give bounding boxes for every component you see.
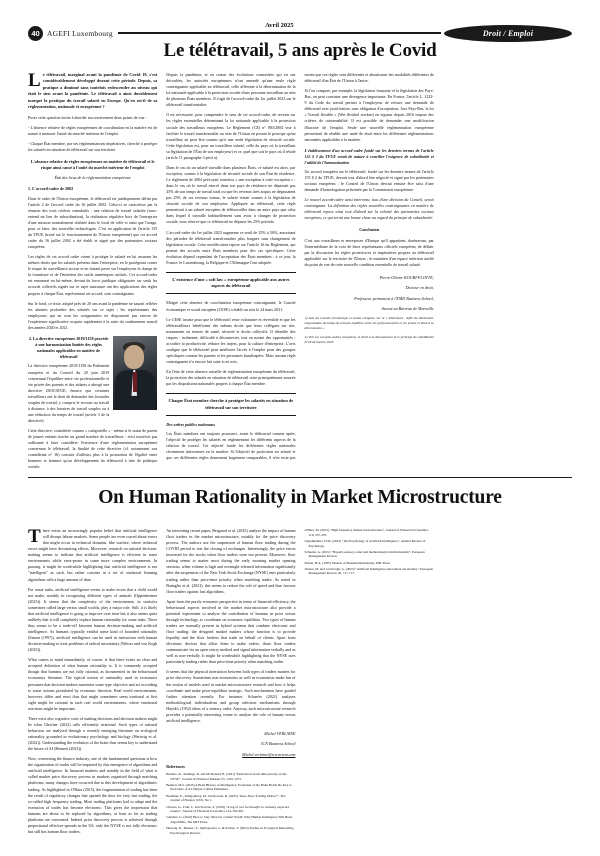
article1-p21: C'est aux travailleurs et entreprises d'Europe qu'il appartient, dorénavant, par l'intermédiaire de la voix de leurs représentants officiels européens, de définir par la discussion les règles protectrices et impératives propres au télétravail applicable sur le territoire de l'Union ; le maintien d'un espace intérieur unifié du point de vue de cette nouvelle condition essentielle de travail salarié. <box>304 237 434 267</box>
masthead-rule <box>118 22 441 33</box>
article1-p11: Il est nécessaire, pour comprendre le sens de cet accord-cadre, de revenir sur les règles essentielles déterminant la loi nationale applicable à la protection sociale des travailleurs européens. Le Règlement (CE) n° 883/2004 vise à faciliter le travail transfrontalier au sein de l'Union en posant le principe qu'un travailleur ne peut être soumis qu'à une seule législation de sécurité sociale. Cette législation est, pour un travailleur salarié, celle du pays où la travaillant sa législation de l'État de son employeur) et ce, quel que soit le pays où il réside (article 11 paragraphe 3 petit a). <box>166 112 296 160</box>
article1-p10: Depuis la pandémie, et en raison des évolutions contrastées qui en ont découlées, les autorités européennes n'ont amendé qu'une seule règle contraignante applicable au télétravail, celle afférente à la détermination de la loi nationale applicable à la protection sociale d'une personne travaillant au sein de plusieurs États membres. Il s'agit de l'accord-cadre du 1er juillet 2023 sur le télétravail transfrontalier. <box>166 72 296 108</box>
article2-headline: On Human Rationality in Market Microstructure <box>98 487 502 508</box>
article-divider-rule <box>28 477 572 478</box>
article2-lead-paragraph <box>28 528 157 583</box>
article1-dropcap: L <box>28 70 41 91</box>
article2-p2: What comes to mind immediately, of course, is that there exists no clear and accepted definition of what human rationality is. It is commonly accepted though that humans are not fully rational, as documented in the behavioural economics literature. The typical notion of rationality used in economics presumes that decision makers maximise some type objective and act according to some axioms postulated by economic theorists. Real world environments, however, differ and react thus that might sometimes seem irrational at first sight might be rational in such real world environments, where emotional reactions might be important. <box>28 657 158 711</box>
article1-conclusion-head: Conclusion <box>359 227 380 233</box>
article1-lead-paragraph <box>28 72 157 111</box>
article2-p3: There exist also cognitive costs of making decisions and decision makers might be what Gleicher (2022) calls efficiently irrational. Such types of rational behaviour are analysed through a recently emerging literature on ecological rationality grounded in evolutionary psychology and biology (Hertwig et al. (2022)). Understanding the evolution of the brain thus seems key to understand the future of AI (Bennett (2023)). <box>28 715 158 752</box>
article1-p14: Malgré cette absence de coordination européenne contraignante, le Comité économique et social européen (CESE) a établi un avis le 24 mars 2021. <box>166 300 296 312</box>
article1-footnote-1: 1) Avis du Comité économique et social européen sur le « télétravail : défis du télétravail, organisation du temps de travail, équilibre entre vie professionnelle et vie privée et droit à la déconnexion » <box>304 316 434 331</box>
article1-p9: Cette directive, considérée comme « catégorielle » - même si le statut de parent de jeunes enfants touche un grand nombre de travailleurs - n'est toutefois pas suffisante à faire considérer l'existence d'une réglementation européenne concernant le télétravail, la finalité de cette directive (cf. notamment son considérant n° 16) consiste d'ailleurs plus à la promotion de l'égalité entre hommes et femmes qu'au développement du télétravail à titre de politique sociale. <box>28 428 158 470</box>
reference-item: Oppenheimer, D.M. (2023) "The Psychology of Artificial Intelligence", Annual Review of Psychology. <box>304 538 426 548</box>
article1-p17: Les États membres ont toujours poursuivi, avant le télétravail comme après, l'objectif de protéger les salariés en réglementant les différents aspects de la relation de travail. Cet objectif fonde les différentes règles nationales récemment intervenues en la matière. Si l'objectif de protection est attesté et que ces différentes règles demeurent largement comparables, il n'en reste pas moins que ces règles sont différentes et aboutissent des modalités différentes de télétravail d'un État de l'Union à l'autre. <box>166 72 434 461</box>
reference-item: Simon, H.A. (1997) Models of Bounded Rationality, MIT Press. <box>304 560 391 565</box>
section-label: Droit / Emploi <box>482 28 534 38</box>
article1-p13: L'accord-cadre du 1er juillet 2023 augmente ce seuil de 25% à 50%, autorisant des périodes de télétravail transfrontalier plus longues sans changement de législation sociale. Cette modification repose sur l'article 16 du Règlement, qui permet des accords entre États membres pour des cas spécifiques. Cette évolution dépend cependant de l'acceptation des États membres ; à ce jour, la France, le Luxembourg, la Belgique et l'Allemagne l'ont adoptée. <box>166 229 296 265</box>
article2-p4: Now, concerning the finance industry, one of the fundamental questions is how the organization of trades will be impacted by this emergence of algorithms and artificial intelligence. In financial markets and notably in the field of what is called market price discovery process in markets organised through matching platforms, many changes have occurred due to this development of algorithmic trading. As highlighted in O'Hara (2015), the fragmentation of trading has been the result of regulatory changes that opened the door for very fast trading, the so-called high frequency trading. Most trading platforms had to adapt and the execution of trades has become electronic. This gives the impression that humans are about to be replaced by algorithms, at least as far as trading platforms are concerned. Indeed, prior discovery process is achieved through proportional effective spreads in the US, only the NYSE is not fully electronic but still has human floor traders. <box>28 756 158 834</box>
article1-p6: Les règles de cet accord cadre visent à protéger le salarié en lui assurant les mêmes droits que les salariés présents dans l'entreprise, en le protégeant contre le risque de surveillance accrue et en faisant peser sur l'employeur la charge de la fourniture et de l'entretien des outils numériques utilisés. Cet accord-cadre est renommé en lui-même, devant de force juridique obligatoire car seuls les accords collectifs signés sur ce sujet naissance ont des applications des règles propres à chaque État, représentant cet accord, sont contraignants. <box>28 254 158 296</box>
reference-item: Weiser, M. and von Krogh, G. (2023) "Artificial Intelligence and radical uncertainty", European Management Review 20, 711-717. <box>304 566 434 576</box>
reference-item: Gleicher, G. (2022) How to Stay Smart in a Smart World: Why Human Intelligence Still Beats Algorithms, The MIT Press. <box>166 815 293 825</box>
article2-p7: It seems that the physical interaction between both types of traders matters for price discovery. Sometimes non-economists as well as economists make fun of the notion of models used in market microstructure research and how it helps coordinate and make price-equilibria strategic. Such mechanisms have guided further attention recently. For instance, Schaefer (2021) analyses methodological individualism and group selection mechanisms through Hayek's (1952) ideas of a sensory order. Anyway, such microstructure research provides a potentially interesting venue to analyse the role of human versus artificial intelligence. <box>166 669 296 723</box>
article1-p8: La directive européenne 2019/1158 du Parlement européen et du Conseil du 20 juin 2019 concernant l'équilibre entre vie professionnelle et vie privée des parents et des aidants a abrogé une directive 2010/18/UE, énonce que certaines travailleurs ont le droit de demander des formules souples de travail, y compris le recours au travail à distance, à des horaires de travail souples ou à une réduction du temps de travail (article 3 de la directive). <box>28 363 110 424</box>
reference-item: Hertwig, R., Pleskac, T., Spiliopoulos, L. & Pachur, T. (2022) Studies in Ecological Rationality, Psychological Review. <box>166 826 295 835</box>
article1-headline: Le télétravail, 5 ans après le Covid <box>163 40 437 61</box>
article1-footnote-2: 2) Voir les accords-cadres européens, le droit à la déconnexion et le principe de subsidiarité in Droit Social, 2023. <box>304 335 434 345</box>
reference-item: Battalio, R., Jennings, R. and McDonald, B. (2021) "Derivatives from time priority on the NYSE", Journal of Financial Markets 55, 1245-1275. <box>166 771 287 781</box>
article1-p15: Le CESE insiste pour que le télétravail reste volontaire et réversible et que les télétravailleurs bénéficient des mêmes droits que leurs collègues sur site, notamment en termes de santé, sécurité et droits collectifs. Il identifie des risques : isolement, difficulté à déconnecter, tout en notant des opportunités : accroître la productivité, réduire les trajets, pour la culture d'entreprise. L'avis souligne que le télétravail peut améliorer l'accès à l'emploi pour des groupes spécifiques comme les parents et les personnes handicapées. Mais aucune règle contraignante n'a encore fait suite à cet avis. <box>166 316 296 365</box>
article2-author-name: Michel VERLAINE <box>264 730 296 736</box>
page-number-badge: 40 <box>28 26 43 41</box>
article1-pullquote-2: Chaque État membre cherche à protéger les salariés en situation de télétravail sur son territoire <box>166 393 295 416</box>
article1-subhead-5: L'établissement d'un accord-cadre fondé sur les derniers termes de l'article 155 § 2 du TFUE serait de nature à concilier l'exigence de subsidiarité et l'utilité de l'harmonisation <box>304 147 434 165</box>
issue-date: Avril 2025 <box>259 22 300 29</box>
article1-body <box>28 72 572 472</box>
article2-dropcap: T <box>28 526 41 547</box>
article2-references-head: References <box>166 763 185 769</box>
article1-pullquote-1: L'existence d'une « soft law » européenne applicable aux autres aspects du télétravail <box>166 272 295 295</box>
reference-item: O'Hara, M. (2015) "High frequency market microstructure", Journal of Financial Economics 116, 257-270. <box>304 528 429 537</box>
reference-item: Boehmer, E., Klingenberg, M. and Roesch, D. (2025) "Does Floor Trading Matter?", The Journal of Finance XXX, No 1. <box>166 793 286 803</box>
article2-lead-text: here exists an increasingly popular belief that artificial intelligence will disrupt labour markets. Some people are even scared about errors that might occur in technical domains, like warfare, where technical errors might have devastating effects. Moreover, research on rational decision-making seems to indicate that artificial intelligence is efficient in some environments while error-prone in some more complex environments. In passing, it might be worthwhile highlighting that artificial intelligence is not "intelligent" as such, but rather consists in a set of statistical learning algorithms with a huge amount of data. <box>28 528 158 582</box>
article1-author-role-2: Professeur permanent à l'EMD Business School, <box>354 295 434 301</box>
article1-p18: Si l'on compare, par exemple, la législation française et la législation des Pays-Bas, on peut constater une divergence importante. En France, l'article L. 1222-9 du Code du travail permet à l'employeur de refuser une demande de télétravail avec justification, sans obligation d'acceptation. Aux Pays-Bas, la loi « Travail flexible » (Wet flexibel werken) en vigueur depuis 2016 impose des critères de raisonnabilité. Il est possible de demander une modification d'horaire de l'emploi. Seule une nouvelle réglementation européenne permettrait de rétablir une unité de droit entre les différentes réglementations nationales applicables à la matière. <box>304 88 434 142</box>
article2-p5: An interesting recent paper, Bergaard et al. (2025) analyse the impact of human floor traders in the market microstructure, notably for the price discovery process. The authors use the suspension of human floor trading during the COVID period to test the closing of exchanges. Interestingly, the price errors increased for the stocks when floor traders were not present. Moreover, floor trading seems to matter most during the early morning market opening sessions, when volume is high and overnight released information significantly after the suspension of the New York Stock Exchange (NYSE) uses particularly trading rather than price-time priority when matching trades. As noted in Battaglio et al. (2021), this seems to reduce the role of speed and thus favours floor traders against fast algorithms. <box>166 528 296 594</box>
article1-p3: - L'absence relative de règles européennes de coordination en la matière est de nature à menacer l'unité du marché intérieur de l'emploi. <box>28 124 158 136</box>
article1-author-name: Pierre-Olivier KOUBI-FLOTTE, <box>379 274 434 280</box>
reference-item: Schaefer, A. (2021) "Hayek's sensory order and methodological individualism", European Management Review. <box>304 549 425 559</box>
article1-subhead-2: 1. L'accord-cadre de 2002 <box>28 186 74 192</box>
article1-author-role-1: Docteur en droit, <box>405 285 434 291</box>
article2-p6: Apart from the purely economic perspective in terms of financial efficiency, the behavioural aspects involved in the market microstructure also provide a potential experiment to analyse the contribution of humans in price versus through technology, to coordinate on economic equilibria. Two types of human traders are normally present in hybrid systems that combine electronic and floor trading; the designed market makers whose function is to provide liquidity and the floor brokers that trade on behalf of clients. Apart from electronic devices that allow them to make orders, those floor traders communicate via an open outcry method and signal information verbally and as well as non-verbally. It might be worthwhile highlighting that the NYSE uses particularly trading rather than price-time priority when matching trades. <box>166 598 296 665</box>
article1-lead-text: e télétravail, marginal avant la pandémie de Covid 19, s'est considérablement développé durant cette période. Depuis, sa pratique a diminué sans toutefois redescendre au niveau qui était le sien avant la pandémie. Le télétravail a ainsi durablement marqué la pratique du travail salarié en Europe. Qu'en est-il de sa réglementation, nationale et européenne ? <box>28 72 158 110</box>
article1-section-head-1: L'absence relative de règles européennes en matière de télétravail et le risque ainsi causé à l'unité du marché intérieur de l'emploi <box>30 158 155 171</box>
article2-body <box>28 528 572 846</box>
article1-p12: Dans le cas où un salarié travaille dans plusieurs États, ce salarié est alors, par exception, soumis à la législation de sécurité sociale de son État de résidence. Le règlement de 2004 prévoyait toutefois « une exception à cette exception » : dans le cas où le travail exercé dans son pays de résidence ne dépassait pas 25% de son temps de travail total ou que les revenus tirés acquis ne dépassaient pas 25% de ses revenus totaux, le salarié restait soumis à la législation de sécurité sociale de son employeur. Appliquée au télétravail, cette règle permettrait à un salarié européen de télétravailler dans un autre pays que celui dans lequel il travaille habituellement sans avoir à changer de protection sociale, sous réserve que ce télétravail ne dépasse les 25% précités. <box>166 164 296 225</box>
article1-p7: Sur le fond, ce texte, adopté près de 20 ans avant la pandémie ne saurait refléter les attentes profondes des salariés sur ce sujet ; les représentants des employeurs qui en sont les cosignataires ne disposaient pas encore de l'expérience significative acquise rapidement à la suite du confinement massif des années 2020 et 2021. <box>28 300 158 330</box>
article1-p4: - Chaque État membre, par ses réglementations impératives, cherche à protéger les salariés en situation de télétravail sur son territoire. <box>28 140 158 152</box>
article1-subhead-3-text: 2. La directive européenne 2019/1158 procède à une harmonisation limitée des règles nationales applicables en matière de télétravail <box>28 335 109 360</box>
publication-name: AGEFI Luxembourg <box>47 28 113 38</box>
article2-author-role: ICN Business School <box>261 741 296 747</box>
article1-p20: Le nouvel accord-cadre ainsi intervenu, issu d'une décision du Conseil, serait contraignant. La définition des règles nouvelles contraignantes en matière de télétravail repose ainsi tout d'abord sur la volonté des partenaires sociaux européens, ce qui serait une bonne chose au regard du principe de subsidiarité. <box>304 197 434 221</box>
article1-p2: Poser cette question invite à aborder successivement deux points de vue : <box>28 114 147 120</box>
reference-item: Chacko, G., Folk, C. and Stevens, S. (2018) "A tug of war for thought vs. intraday expected returns", Journal of Financial Economics 124, 392-401. <box>166 804 289 814</box>
section-pill <box>444 25 572 42</box>
article1-p19: Un accord européen sur le télétravail, fondé sur les derniers termes de l'article 155 § 2 du TFUE, devrait tout d'abord être négocié et signé par les partenaires sociaux européens ; le Conseil de l'Union devrait ensuite être saisi d'une demande d'homologation présentée par la Commission européenne. <box>304 168 434 193</box>
article1-subhead-3 <box>28 336 157 361</box>
author-photo <box>113 336 157 410</box>
article1-subhead-4: Des ordres publics nationaux <box>166 421 216 427</box>
article2-p1: For some tasks, artificial intelligence seems to make errors that a child would not make, notably in recognising different types of animals (Oppenheimer (2023)). It seems that the complexity of the environment, in statistics sometimes called large versus small worlds, play a major role. Still, it is likely that artificial intelligence is going to improve over time but it also seems quite unlikely that it will completely replace human rationality for some tasks. There thus seems to be a trade-off between human decision-making and artificial intelligence. As humans typically exhibit some kind of bounded rationality (Simon (1997)), artificial intelligence can be used in interaction with human decision-making to treat problems of radical uncertainty (Weiser and von Kogh (2023)). <box>28 586 158 653</box>
article1-author-role-3: Avocat au Barreau de Marseille <box>381 305 434 311</box>
article1-subhead-1: État des lieux de la réglementation européenne <box>54 175 131 181</box>
article1-p16: En l'état de cette absence actuelle de réglementation européenne du télétravail, la protection des salariés en situation de télétravail reste principalement assurée par les dispositions nationales propres à chaque État membre. <box>166 369 296 387</box>
reference-item: Bennett, M.S. (2023) A Brief History of Intelligence: Evolution of the Brain Holds the Key to the Future of AI, Harper Collins Publishers. <box>166 782 292 792</box>
article2-author-email[interactable]: Michel.verlaine@icn-artem.com <box>242 751 296 757</box>
article1-p5: Dans le cadre de l'Union européenne, le télétravail est juridiquement défini par l'article 2 de l'accord cadre du 16 juillet 2002. Celui-ci se caractérise par la réunion des trois critères cumulatifs : une relation de travail salariée (sous-entend un lien de subordination), la réalisation régulière hors de l'entreprise d'une mission normalement réalisée dans le local de celle-ci ainsi que l'usage, pour ce faire, des nouvelles technologies. C'est en application de l'article 155 du TFUE (traité sur le fonctionnement de l'Union européenne) que cet accord cadre du 16 juillet 2002 a été établi et signé par des partenaires sociaux européens. <box>28 195 158 250</box>
